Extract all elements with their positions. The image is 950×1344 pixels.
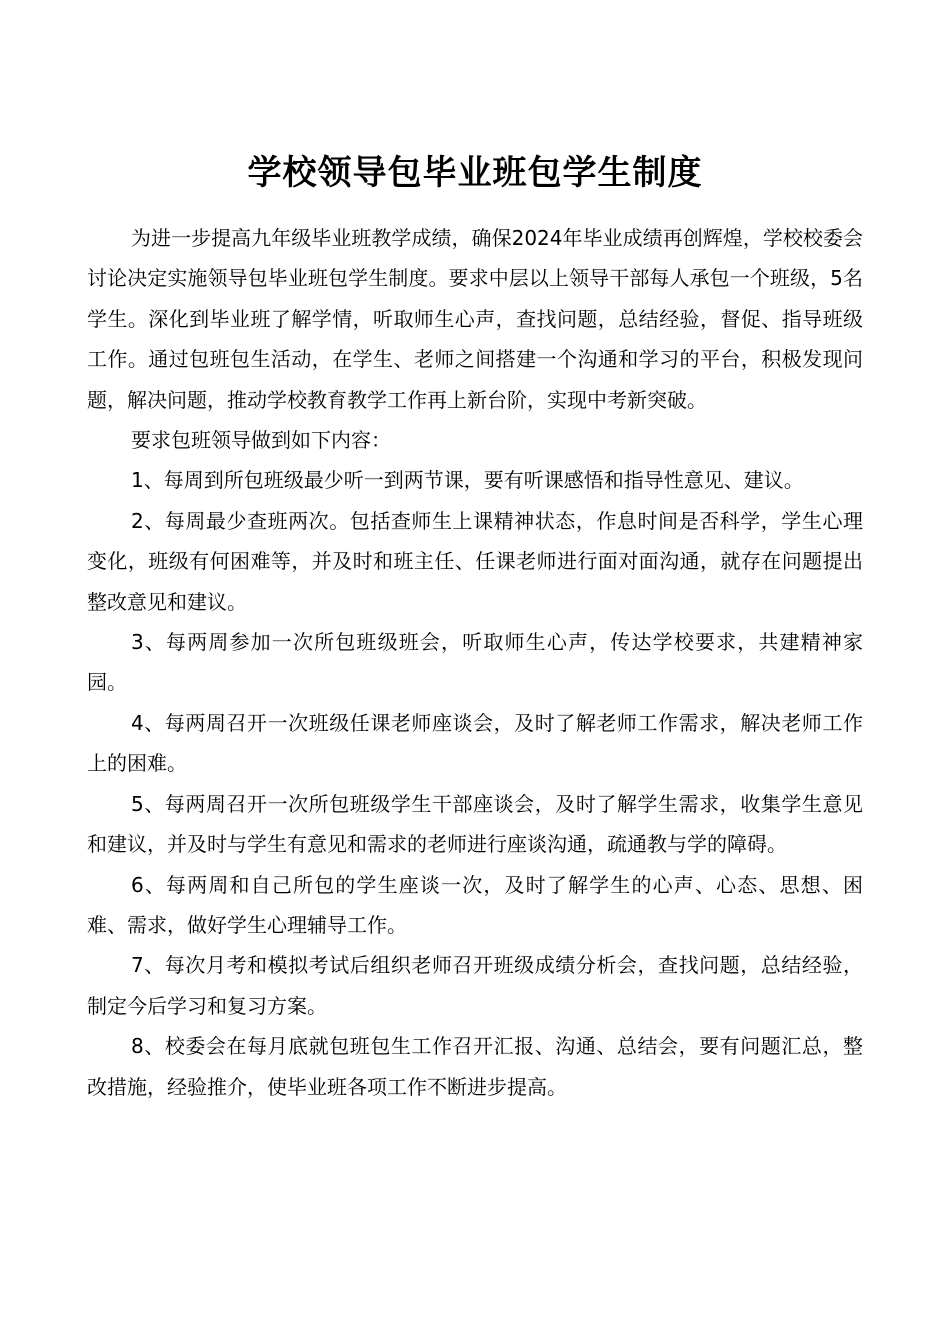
requirement-item-1: 1、每周到所包班级最少听一到两节课，要有听课感悟和指导性意见、建议。: [131, 468, 804, 493]
document-title: 学校领导包毕业班包学生制度: [247, 153, 703, 193]
document-body: [87, 218, 863, 1107]
requirement-item-5: 5、每两周召开一次所包班级学生干部座谈会，及时了解学生需求，收集学生意见和建议，并及时与学生有意见和需求的老师进行座谈沟通，疏通教与学的障碍。: [87, 791, 863, 857]
requirement-item-3: 3、每两周参加一次所包班级班会，听取师生心声，传达学校要求，共建精神家园。: [87, 630, 863, 695]
requirement-item-4: 4、每两周召开一次班级任课老师座谈会，及时了解老师工作需求，解决老师工作上的困难。: [87, 710, 863, 776]
requirement-item-7: 7、每次月考和模拟考试后组织老师召开班级成绩分析会，查找问题，总结经验，制定今后学习和复习方案。: [87, 953, 863, 1018]
intro-paragraph: 为进一步提高九年级毕业班教学成绩，确保2024年毕业成绩再创辉煌，学校校委会讨论决定实施领导包毕业班包学生制度。要求中层以上领导干部每人承包一个班级，5名学生。深化到毕业班了解学情，听取师生心声，查找问题，总结经验，督促、指导班级工作。通过包班包生活动，在学生、老师之间搭建一个沟通和学习的平台，积极发现问题，解决问题，推动学校教育教学工作再上新台阶，实现中考新突破。: [87, 226, 863, 412]
requirements-heading: 要求包班领导做到如下内容：: [131, 428, 391, 453]
requirement-item-6: 6、每两周和自己所包的学生座谈一次，及时了解学生的心声、心态、思想、困难、需求，做好学生心理辅导工作。: [87, 872, 863, 937]
requirement-item-8: 8、校委会在每月底就包班包生工作召开汇报、沟通、总结会，要有问题汇总，整改措施，经验推介，使毕业班各项工作不断进步提高。: [87, 1034, 863, 1099]
requirement-item-2: 2、每周最少查班两次。包括查师生上课精神状态，作息时间是否科学，学生心理变化，班级有何困难等，并及时和班主任、任课老师进行面对面沟通，就存在问题提出整改意见和建议。: [87, 508, 863, 614]
